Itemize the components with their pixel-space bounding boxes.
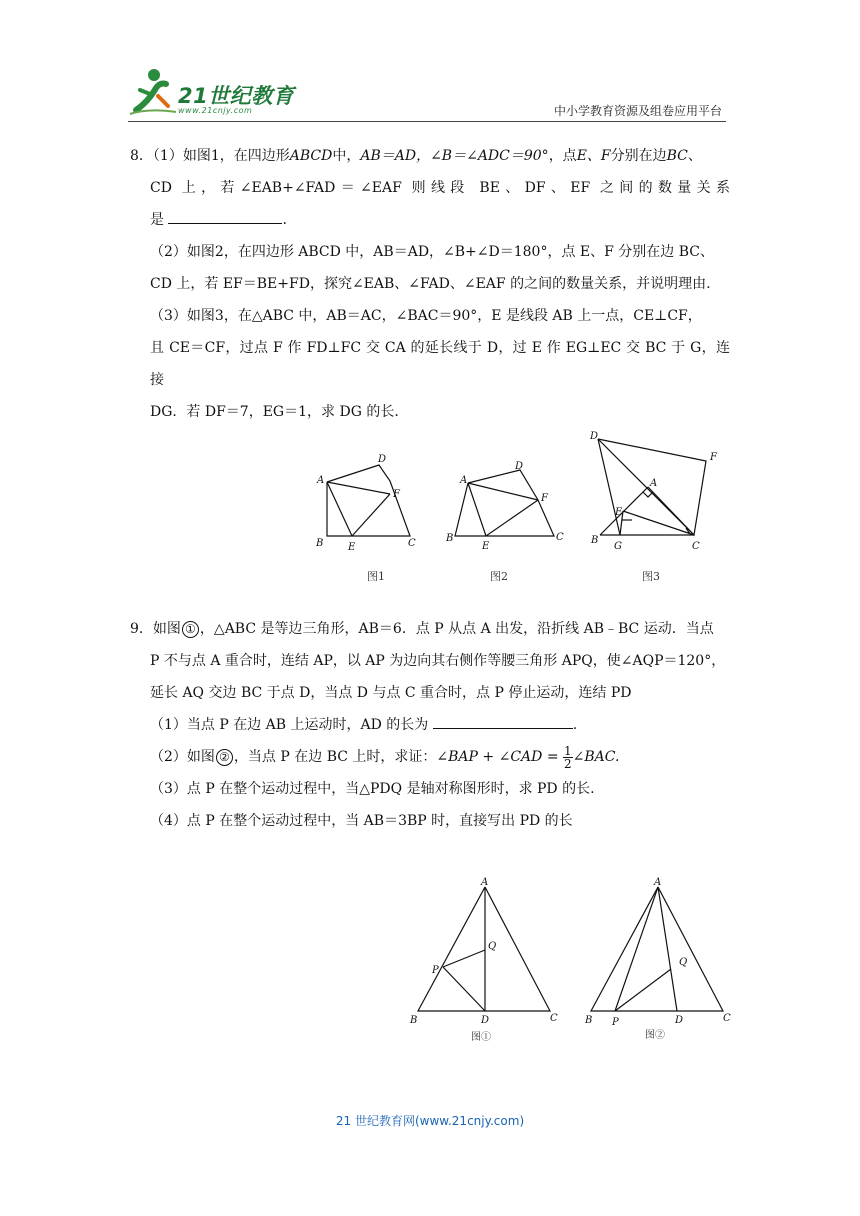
fig-b-label-C: C [723,1013,731,1024]
answer-blank-ad[interactable] [433,714,573,729]
page-header [0,0,860,125]
q8-figures [300,425,730,590]
fig-b-label-B: B [585,1015,593,1026]
page-footer[interactable]: 21 世纪教育网(www.21cnjy.com) [335,1114,525,1128]
fig2-caption: 图2 [490,570,508,583]
fig2-label-E: E [482,541,490,552]
fig-a-label-P: P [432,965,439,976]
q8-part3-line3: DG．若 DF＝7，EG＝1，求 DG 的长. [150,404,399,420]
fig-a-label-A: A [481,877,489,888]
fig1-label-B: B [316,538,324,549]
q8-part2-line2: CD 上，若 EF＝BE+FD，探究∠EAB、∠FAD、∠EAF 的之间的数量关系，并说明理由. [150,276,711,292]
fig-a-label-D: D [481,1015,490,1026]
fig-a-label-Q: Q [488,941,497,952]
fig1-label-E: E [348,542,356,553]
fig3-label-G: G [614,541,622,552]
fig-b-label-A: A [654,877,662,888]
fig3-label-E: E [615,507,623,518]
site-logo [128,66,298,122]
q9-sub1: （1）当点 P 在边 AB 上运动时，AD 的长为 . [130,709,730,741]
fig1-label-D: D [378,454,387,465]
platform-name: 中小学教育资源及组卷应用平台 [553,104,722,118]
q9-line1: 9．如图 ① ，△ABC 是等边三角形，AB＝6．点 P 从点 A 出发，沿折线 AB﹣BC 运动．当点 [130,621,714,637]
logo-url: www.21cnjy.com [178,106,253,115]
fig2-label-B: B [446,533,454,544]
fig1-label-F: F [393,489,400,500]
fig-b-label-Q: Q [679,957,688,968]
q8-part3-line2: 且 CE＝CF，过点 F 作 FD⊥FC 交 CA 的延长线于 D，过 E 作 EG⊥EC 交 BC 于 G，连接 [150,340,730,388]
q9-sub2: （2）如图 ② ，当点 P 在边 BC 上时，求证：∠BAP + ∠CAD = $\frac{1}{2}$ ∠BAC. [150,743,620,771]
q8-part1-line3: 是 . [130,204,730,236]
fig3-label-C: C [692,541,700,552]
q9-sub3: （3）点 P 在整个运动过程中，当△PDQ 是轴对称图形时，求 PD 的长. [150,781,595,797]
fig2-label-F: F [541,493,548,504]
fraction-half: $\frac{1}{2}$ [564,743,572,771]
logo-text: 21世纪教育 [178,84,295,108]
fig-b-label-P: P [612,1017,619,1028]
fig-b-caption: 图② [645,1030,665,1041]
fig2-label-D: D [515,461,524,472]
q9-figures [405,875,735,1050]
runner-logo-icon [128,66,178,118]
q8-part1-line1: 8．（1）如图1，在四边形ABCD中，AB＝AD，∠B＝∠ADC＝90°，点E、F分别在边BC、 [130,148,702,164]
fig3-caption: 图3 [642,570,660,583]
q9-line2: P 不与点 A 重合时，连结 AP，以 AP 为边向其右侧作等腰三角形 APQ，使∠AQP＝120°， [150,653,726,669]
fig-a-caption: 图① [471,1032,491,1043]
q9-sub4: （4）点 P 在整个运动过程中，当 AB＝3BP 时，直接写出 PD 的长 [150,813,573,829]
question-content [130,140,730,428]
answer-blank[interactable] [168,209,282,224]
q8-part2-line1: （2）如图2，在四边形 ABCD 中，AB＝AD，∠B+∠D＝180°，点 E、F 分别在边 BC、 [150,244,715,260]
fig3-label-D: D [590,431,599,442]
fig-b-label-D: D [675,1015,684,1026]
fig2-label-A: A [460,475,468,486]
header-divider [128,121,726,122]
fig3-label-A: A [650,478,658,489]
fig3-label-B: B [591,535,599,546]
fig1-label-A: A [317,475,325,486]
q9-line3: 延长 AQ 交边 BC 于点 D，当点 D 与点 C 重合时，点 P 停止运动，连结 PD [150,685,632,701]
fig-a-label-C: C [550,1013,558,1024]
q8-part1-line2: CD 上，若∠EAB+∠FAD＝∠EAF 则线段 BE、DF、EF 之间的数量关系 [150,180,730,196]
q8-part3-line1: （3）如图3，在△ABC 中，AB＝AC，∠BAC＝90°，E 是线段 AB 上一点，CE⊥CF， [150,308,702,324]
fig1-caption: 图1 [367,570,385,583]
question-9 [130,613,730,837]
fig1-label-C: C [408,538,416,549]
fig3-label-F: F [710,452,717,463]
fig-a-label-B: B [410,1015,418,1026]
fig2-label-C: C [556,532,564,543]
